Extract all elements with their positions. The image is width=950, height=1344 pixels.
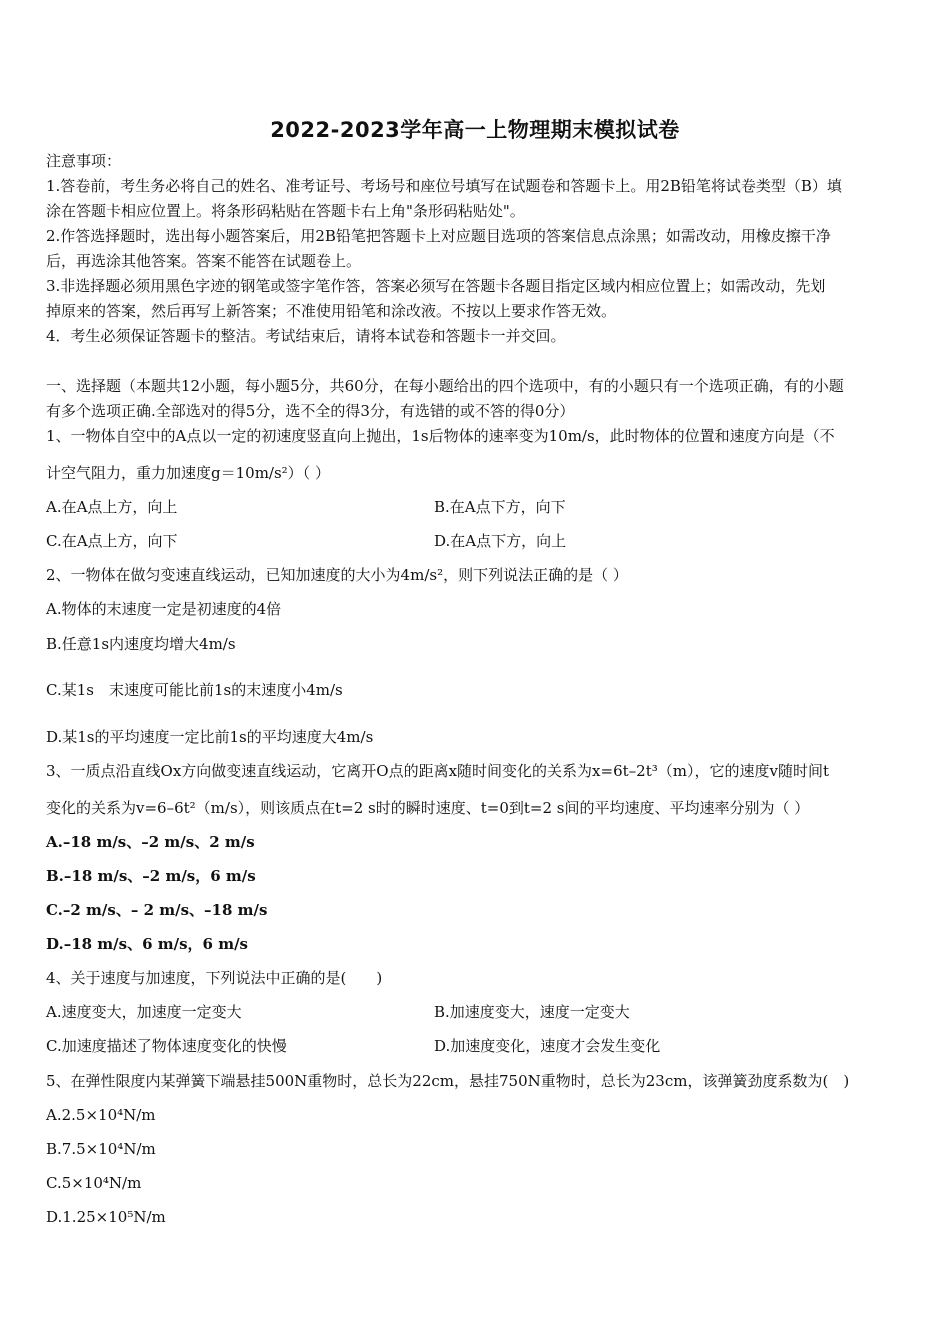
question-1-option-c: C.在A点上方，向下 [46, 532, 178, 550]
question-1-option-b: B.在A点下方，向下 [434, 498, 566, 516]
question-5-stem: 5、在弹性限度内某弹簧下端悬挂500N重物时，总长为22cm，悬挂750N重物时，总长为23cm，该弹簧劲度系数为( ) [46, 1072, 850, 1090]
question-2-option-d: D.某1s的平均速度一定比前1s的平均速度大4m/s [46, 728, 374, 746]
question-4-option-d: D.加速度变化，速度才会发生变化 [434, 1037, 661, 1055]
notice-line: 掉原来的答案，然后再写上新答案；不准使用铅笔和涂改液。不按以上要求作答无效。 [46, 302, 617, 320]
page-title: 2022-2023学年高一上物理期末模拟试卷 [270, 118, 680, 142]
notice-line: 2.作答选择题时，选出每小题答案后，用2B铅笔把答题卡上对应题目选项的答案信息点涂黑；如需改动，用橡皮擦干净 [46, 227, 831, 245]
question-3-option-c: C.–2 m/s、– 2 m/s、–18 m/s [46, 901, 268, 919]
section-heading: 一、选择题（本题共12小题，每小题5分，共60分，在每小题给出的四个选项中，有的小题只有一个选项正确，有的小题 [46, 377, 844, 395]
notice-line: 1.答卷前，考生务必将自己的姓名、准考证号、考场号和座位号填写在试题卷和答题卡上。用2B铅笔将试卷类型（B）填 [46, 177, 842, 195]
notice-line: 后，再选涂其他答案。答案不能答在试题卷上。 [46, 252, 362, 270]
question-1-stem: 1、一物体自空中的A点以一定的初速度竖直向上抛出，1s后物体的速率变为10m/s，此时物体的位置和速度方向是（不 [46, 427, 835, 445]
question-5-option-a: A.2.5×10⁴N/m [46, 1106, 156, 1124]
question-2-option-c: C.某1s 末速度可能比前1s的末速度小4m/s [46, 681, 343, 699]
question-4-option-b: B.加速度变大，速度一定变大 [434, 1003, 630, 1021]
question-3-stem: 变化的关系为v=6–6t²（m/s），则该质点在t=2 s时的瞬时速度、t=0到t=2 s间的平均速度、平均速率分别为（ ） [46, 799, 810, 817]
question-4-option-a: A.速度变大，加速度一定变大 [46, 1003, 242, 1021]
question-3-option-d: D.–18 m/s、6 m/s，6 m/s [46, 935, 248, 953]
question-1-option-d: D.在A点下方，向上 [434, 532, 567, 550]
question-4-stem: 4、关于速度与加速度，下列说法中正确的是( ) [46, 969, 383, 987]
section-heading: 有多个选项正确.全部选对的得5分，选不全的得3分，有选错的或不答的得0分） [46, 402, 575, 420]
notice-heading: 注意事项： [46, 152, 122, 170]
question-1-stem: 计空气阻力，重力加速度g＝10m/s²）（ ） [46, 464, 330, 482]
notice-line: 4．考生必须保证答题卡的整洁。考试结束后，请将本试卷和答题卡一并交回。 [46, 327, 566, 345]
question-3-stem: 3、一质点沿直线Ox方向做变速直线运动，它离开O点的距离x随时间变化的关系为x=6t–2t³（m），它的速度v随时间t [46, 762, 829, 780]
notice-line: 涂在答题卡相应位置上。将条形码粘贴在答题卡右上角"条形码粘贴处"。 [46, 202, 525, 220]
question-5-option-d: D.1.25×10⁵N/m [46, 1208, 166, 1226]
question-5-option-c: C.5×10⁴N/m [46, 1174, 142, 1192]
question-2-option-a: A.物体的末速度一定是初速度的4倍 [46, 600, 282, 618]
question-2-option-b: B.任意1s内速度均增大4m/s [46, 635, 236, 653]
question-2-stem: 2、一物体在做匀变速直线运动，已知加速度的大小为4m/s²，则下列说法正确的是（ ） [46, 566, 628, 584]
question-3-option-a: A.–18 m/s、–2 m/s、2 m/s [46, 833, 255, 851]
question-3-option-b: B.–18 m/s、–2 m/s，6 m/s [46, 867, 256, 885]
question-4-option-c: C.加速度描述了物体速度变化的快慢 [46, 1037, 287, 1055]
question-1-option-a: A.在A点上方，向上 [46, 498, 178, 516]
notice-line: 3.非选择题必须用黑色字迹的钢笔或签字笔作答，答案必须写在答题卡各题目指定区域内相应位置上；如需改动，先划 [46, 277, 826, 295]
question-5-option-b: B.7.5×10⁴N/m [46, 1140, 156, 1158]
